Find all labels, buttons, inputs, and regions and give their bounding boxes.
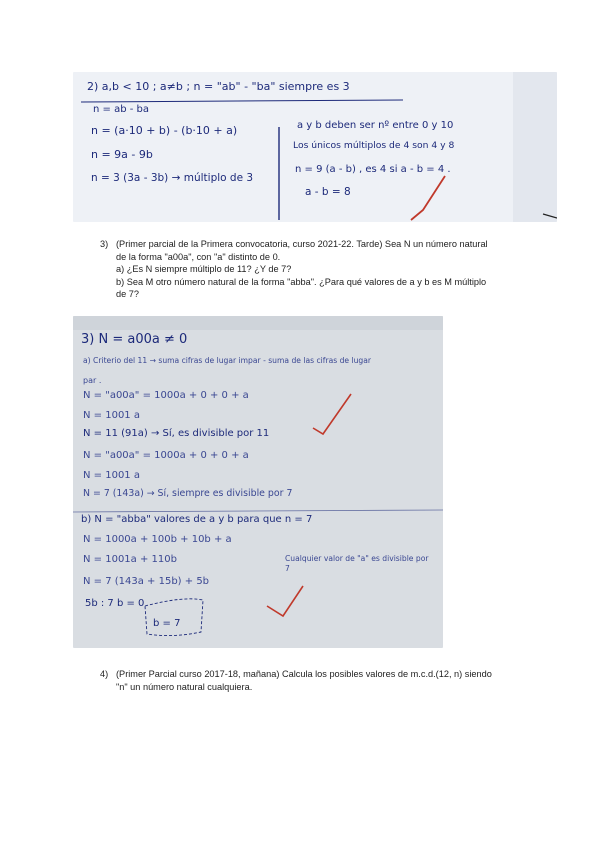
question-number: 4): [100, 669, 109, 679]
hw-line-9: N = 7 (143a) → Sí, siempre es divisible por 7: [83, 488, 293, 499]
hw-line-2: n = ab - ba: [93, 104, 149, 115]
hw-line-1: 3) N = a00a ≠ 0: [81, 332, 188, 347]
hw-line-16: Cualquier valor de "a" es divisible por 7: [285, 554, 429, 573]
question-line: a) ¿Es N siempre múltiplo de 11? ¿Y de 7?: [116, 264, 292, 274]
hw-line-10: b) N = "abba" valores de a y b para que n = 7: [81, 514, 313, 525]
question-3: [100, 238, 520, 304]
question-line: (Primer parcial de la Primera convocatoria, curso 2021-22. Tarde) Sea N un número natural: [116, 239, 488, 249]
hw-line-7: N = "a00a" = 1000a + 0 + 0 + a: [83, 450, 249, 461]
question-number: 3): [100, 239, 109, 249]
hw-line-6: a y b deben ser nº entre 0 y 10: [297, 120, 454, 131]
hw-line-12: N = 1001a + 110b: [83, 554, 177, 565]
hw-line-5: n = 3 (3a - 3b) → múltiplo de 3: [91, 172, 254, 184]
hw-line-1: 2) a,b < 10 ; a≠b ; n = "ab" - "ba" siempre es 3: [87, 80, 350, 93]
hw-line-9: a - b = 8: [305, 186, 351, 198]
hw-line-6: N = 11 (91a) → Sí, es divisible por 11: [83, 428, 270, 439]
hw-line-7: Los únicos múltiplos de 4 son 4 y 8: [293, 140, 455, 151]
hw-line-2: a) Criterio del 11 → suma cifras de lugar impar - suma de las cifras de lugar: [83, 356, 372, 365]
hw-line-8: n = 9 (a - b) , es 4 si a - b = 4 .: [295, 164, 451, 175]
question-4: [100, 668, 520, 696]
hw-line-11: N = 1000a + 100b + 10b + a: [83, 534, 232, 545]
question-line: (Primer Parcial curso 2017-18, mañana) Calcula los posibles valores de m.c.d.(12, n) siendo: [116, 669, 492, 679]
question-line: de 7?: [116, 289, 139, 299]
hw-line-4: N = "a00a" = 1000a + 0 + 0 + a: [83, 390, 249, 401]
handwritten-photo-exercise-2: [73, 72, 557, 222]
hw-line-14: 5b : 7 b = 0: [85, 598, 145, 609]
question-line: de la forma "a00a", con "a" distinto de 0.: [116, 251, 281, 262]
hw-line-15: b = 7: [153, 618, 181, 629]
hw-line-13: N = 7 (143a + 15b) + 5b: [83, 576, 210, 587]
hw-line-8: N = 1001 a: [83, 470, 140, 481]
handwritten-photo-exercise-3: [73, 316, 443, 648]
hw-line-4: n = 9a - 9b: [91, 148, 153, 161]
hw-line-3: n = (a·10 + b) - (b·10 + a): [91, 124, 238, 137]
hw-line-5: N = 1001 a: [83, 410, 140, 421]
question-line: b) Sea M otro número natural de la forma "abba". ¿Para qué valores de a y b es M múltiplo: [116, 276, 487, 287]
question-line: "n" un número natural cualquiera.: [116, 681, 253, 692]
hw-line-3: par .: [83, 376, 102, 385]
